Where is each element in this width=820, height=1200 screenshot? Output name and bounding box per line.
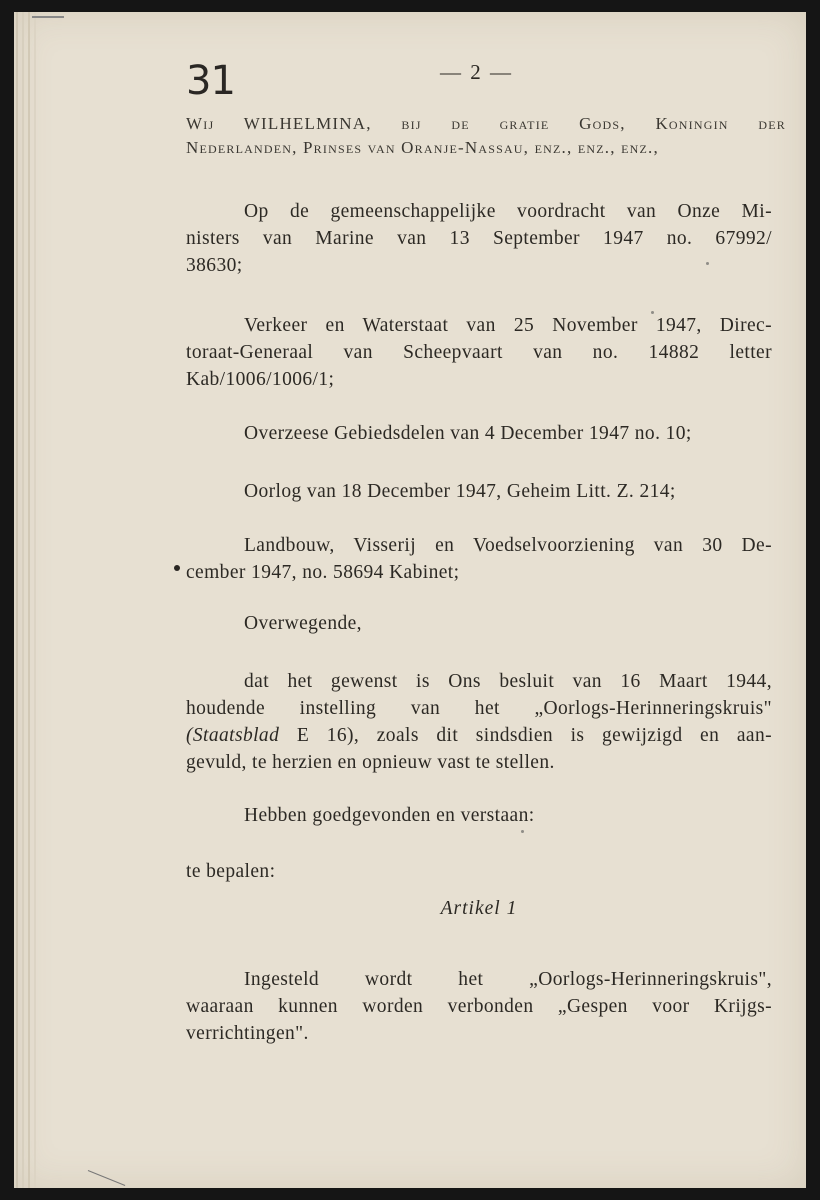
paragraph-overzeese [186,420,772,447]
text-line: nisters van Marine van 13 September 1947 no. 67992/ [186,228,772,249]
text-line: Kab/1006/1006/1; [186,369,335,390]
heading-line-1: Wij WILHELMINA, bij de gratie Gods, Koningin der [186,114,786,133]
paragraph-verkeer [186,312,772,393]
text-line: Ingesteld wordt het „Oorlogs-Herinneringskruis", [244,969,772,990]
text-line: toraat-Generaal van Scheepvaart van no. 14882 letter [186,342,772,363]
text-fragment: E 16), zoals dit sindsdien is gewijzigd en aan- [279,725,772,746]
text-line: dat het gewenst is Ons besluit van 16 Maart 1944, [244,671,772,692]
text-line [186,722,772,749]
text-line: Overzeese Gebiedsdelen van 4 December 1947 no. 10; [244,423,692,444]
heading-line-2: Nederlanden, Prinses van Oranje-Nassau, enz., enz., enz., [186,138,659,157]
page-edge [28,12,30,1188]
text-line: waaraan kunnen worden verbonden „Gespen voor Krijgs- [186,996,772,1017]
speck [706,262,709,265]
speck [521,830,524,833]
speck [651,311,654,314]
paragraph-dat-het [186,668,772,776]
text-line: gevuld, te herzien en opnieuw vast te stellen. [186,752,555,773]
article-title: Artikel 1 [440,898,518,919]
text-line: cember 1947, no. 58694 Kabinet; [186,562,460,583]
paragraph-voordracht [186,198,772,279]
bullet-mark [174,565,180,571]
text-line: verrichtingen". [186,1023,309,1044]
text-line: houdende instelling van het „Oorlogs-Herinneringskruis" [186,698,772,719]
paragraph-bepalen [186,858,772,885]
italic-staatsblad: (Staatsblad [186,725,280,746]
text-line: Oorlog van 18 December 1947, Geheim Litt. Z. 214; [244,481,676,502]
text-line: Verkeer en Waterstaat van 25 November 1947, Direc- [244,315,772,336]
paragraph-oorlog [186,478,772,505]
text-line: Op de gemeenschappelijke voordracht van Onze Mi- [244,201,772,222]
royal-heading [186,112,786,160]
paragraph-overwegende [186,610,772,637]
paragraph-ingesteld [186,966,772,1047]
page-edge [16,12,18,1188]
text-line: te bepalen: [186,861,276,882]
paragraph-hebben [186,802,772,829]
page-edge [34,12,36,1188]
text-line: Overwegende, [244,613,362,634]
paragraph-landbouw [186,532,772,586]
text-line: Hebben goedgevonden en verstaan: [244,805,535,826]
page-number: — 2 — [440,60,513,84]
text-line: Landbouw, Visserij en Voedselvoorziening van 30 De- [244,535,772,556]
top-mark [32,16,64,18]
page-edge [22,12,24,1188]
margin-number: 31 [186,58,235,104]
text-line: 38630; [186,255,243,276]
